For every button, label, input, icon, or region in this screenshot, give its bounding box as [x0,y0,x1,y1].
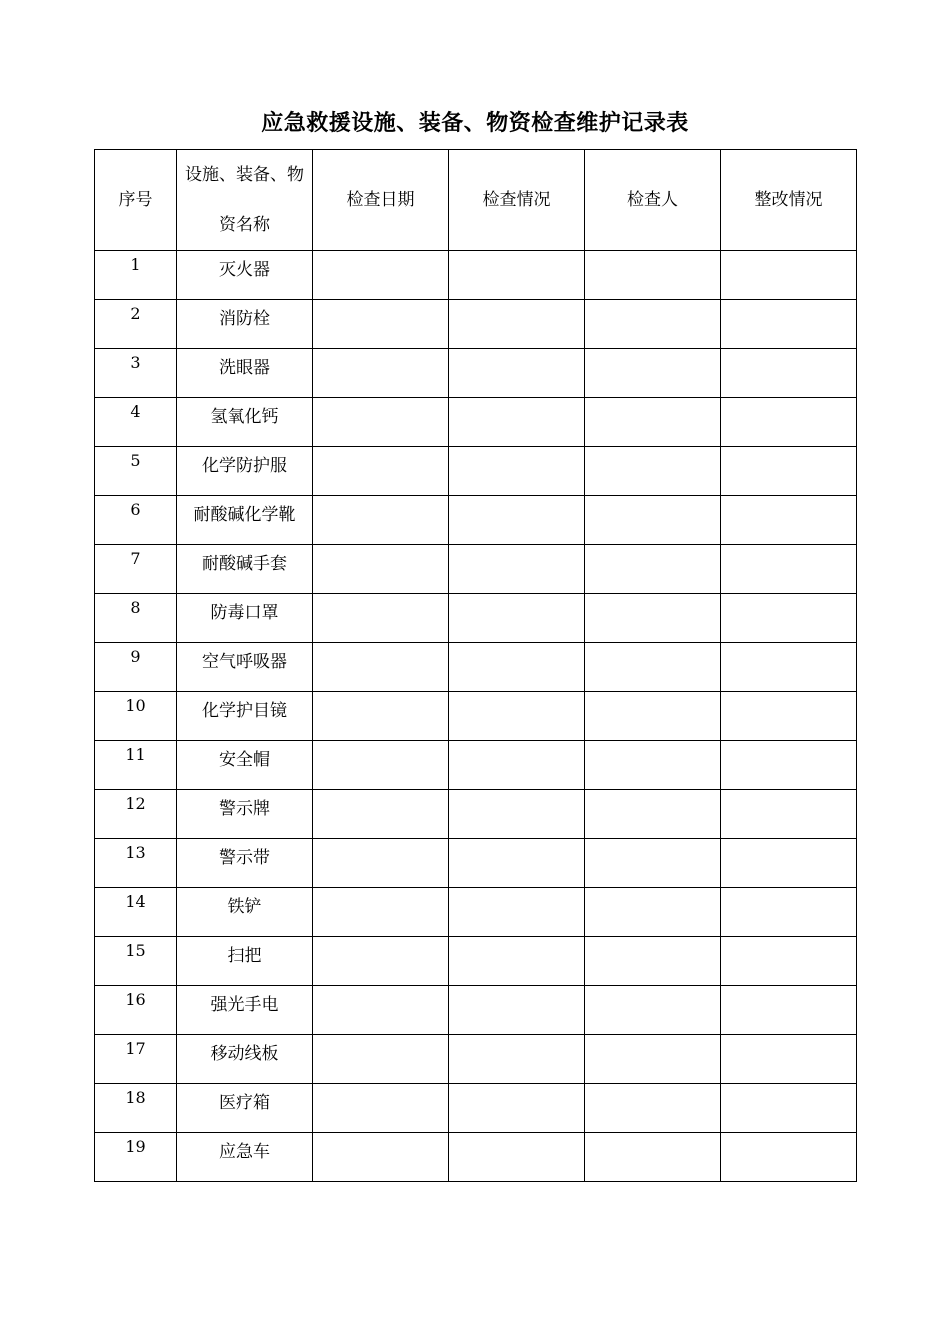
header-inspector: 检查人 [585,150,721,251]
row-item-name: 铁铲 [177,888,313,937]
inspector-cell[interactable] [585,1035,721,1084]
row-serial-number: 3 [95,349,177,398]
row-serial-number: 18 [95,1084,177,1133]
inspection-status-cell[interactable] [449,986,585,1035]
row-item-name: 强光手电 [177,986,313,1035]
page-title: 应急救援设施、装备、物资检查维护记录表 [261,111,689,136]
table-row [95,545,857,594]
inspection-date-cell[interactable] [313,447,449,496]
header-inspection-date: 检查日期 [313,150,449,251]
row-item-name: 化学护目镜 [177,692,313,741]
row-serial-number: 19 [95,1133,177,1182]
inspection-date-cell[interactable] [313,1133,449,1182]
table-row [95,692,857,741]
row-serial-number: 16 [95,986,177,1035]
inspection-status-cell[interactable] [449,251,585,300]
inspector-cell[interactable] [585,251,721,300]
table-row [95,741,857,790]
rectification-status-cell[interactable] [721,496,857,545]
inspector-cell[interactable] [585,937,721,986]
table-row [95,447,857,496]
inspection-status-cell[interactable] [449,643,585,692]
inspector-cell[interactable] [585,1133,721,1182]
inspection-status-cell[interactable] [449,1084,585,1133]
row-item-name: 防毒口罩 [177,594,313,643]
inspection-date-cell[interactable] [313,300,449,349]
table-row [95,349,857,398]
rectification-status-cell[interactable] [721,251,857,300]
table-header [95,150,857,251]
row-item-name: 灭火器 [177,251,313,300]
table-row [95,986,857,1035]
table-row [95,300,857,349]
row-item-name: 耐酸碱化学靴 [177,496,313,545]
rectification-status-cell[interactable] [721,986,857,1035]
row-serial-number: 11 [95,741,177,790]
row-item-name: 安全帽 [177,741,313,790]
table-body [95,251,857,1182]
inspection-date-cell[interactable] [313,545,449,594]
header-row [95,150,857,251]
inspection-status-cell[interactable] [449,1035,585,1084]
inspector-cell[interactable] [585,888,721,937]
table-row [95,398,857,447]
rectification-status-cell[interactable] [721,1084,857,1133]
inspector-cell[interactable] [585,349,721,398]
table-row [95,1084,857,1133]
row-serial-number: 4 [95,398,177,447]
inspector-cell[interactable] [585,643,721,692]
inspector-cell[interactable] [585,839,721,888]
inspection-date-cell[interactable] [313,888,449,937]
inspector-cell[interactable] [585,496,721,545]
row-item-name: 医疗箱 [177,1084,313,1133]
table-row [95,888,857,937]
header-serial-number: 序号 [95,150,177,251]
row-item-name: 洗眼器 [177,349,313,398]
row-item-name: 化学防护服 [177,447,313,496]
inspection-date-cell[interactable] [313,692,449,741]
inspection-status-cell[interactable] [449,447,585,496]
inspector-cell[interactable] [585,447,721,496]
rectification-status-cell[interactable] [721,398,857,447]
inspection-status-cell[interactable] [449,741,585,790]
table-row [95,1035,857,1084]
rectification-status-cell[interactable] [721,594,857,643]
rectification-status-cell[interactable] [721,349,857,398]
table-row [95,839,857,888]
inspection-date-cell[interactable] [313,496,449,545]
row-serial-number: 7 [95,545,177,594]
inspection-date-cell[interactable] [313,1035,449,1084]
table-row [95,594,857,643]
inspector-cell[interactable] [585,986,721,1035]
row-serial-number: 14 [95,888,177,937]
table-row [95,1133,857,1182]
table-row [95,643,857,692]
row-item-name: 消防栓 [177,300,313,349]
row-serial-number: 12 [95,790,177,839]
rectification-status-cell[interactable] [721,300,857,349]
inspection-date-cell[interactable] [313,1084,449,1133]
inspection-status-cell[interactable] [449,839,585,888]
inspection-status-cell[interactable] [449,496,585,545]
rectification-status-cell[interactable] [721,692,857,741]
row-serial-number: 13 [95,839,177,888]
inspection-status-cell[interactable] [449,790,585,839]
header-rectification-status: 整改情况 [721,150,857,251]
inspection-date-cell[interactable] [313,349,449,398]
inspection-date-cell[interactable] [313,594,449,643]
inspection-status-cell[interactable] [449,300,585,349]
rectification-status-cell[interactable] [721,1035,857,1084]
inspection-record-table [94,149,857,1182]
row-serial-number: 6 [95,496,177,545]
rectification-status-cell[interactable] [721,937,857,986]
inspection-date-cell[interactable] [313,643,449,692]
rectification-status-cell[interactable] [721,888,857,937]
table-row [95,496,857,545]
row-serial-number: 1 [95,251,177,300]
inspection-status-cell[interactable] [449,692,585,741]
row-item-name: 空气呼吸器 [177,643,313,692]
inspector-cell[interactable] [585,300,721,349]
inspection-date-cell[interactable] [313,741,449,790]
inspection-date-cell[interactable] [313,398,449,447]
inspection-status-cell[interactable] [449,545,585,594]
inspection-status-cell[interactable] [449,594,585,643]
inspection-status-cell[interactable] [449,937,585,986]
inspection-date-cell[interactable] [313,790,449,839]
inspection-status-cell[interactable] [449,888,585,937]
inspection-date-cell[interactable] [313,251,449,300]
table-row [95,251,857,300]
inspection-status-cell[interactable] [449,349,585,398]
row-item-name: 警示带 [177,839,313,888]
inspection-date-cell[interactable] [313,839,449,888]
inspection-date-cell[interactable] [313,986,449,1035]
rectification-status-cell[interactable] [721,643,857,692]
row-serial-number: 15 [95,937,177,986]
inspector-cell[interactable] [585,545,721,594]
row-serial-number: 10 [95,692,177,741]
row-serial-number: 8 [95,594,177,643]
rectification-status-cell[interactable] [721,447,857,496]
inspector-cell[interactable] [585,398,721,447]
table-row [95,937,857,986]
inspection-status-cell[interactable] [449,1133,585,1182]
rectification-status-cell[interactable] [721,1133,857,1182]
table-row [95,790,857,839]
header-item-name: 设施、装备、物资名称 [177,150,313,251]
row-serial-number: 2 [95,300,177,349]
inspection-status-cell[interactable] [449,398,585,447]
row-item-name: 警示牌 [177,790,313,839]
row-item-name: 移动线板 [177,1035,313,1084]
rectification-status-cell[interactable] [721,839,857,888]
row-serial-number: 17 [95,1035,177,1084]
rectification-status-cell[interactable] [721,545,857,594]
header-inspection-status: 检查情况 [449,150,585,251]
inspector-cell[interactable] [585,1084,721,1133]
row-serial-number: 9 [95,643,177,692]
inspector-cell[interactable] [585,741,721,790]
row-item-name: 应急车 [177,1133,313,1182]
rectification-status-cell[interactable] [721,790,857,839]
row-item-name: 扫把 [177,937,313,986]
rectification-status-cell[interactable] [721,741,857,790]
inspector-cell[interactable] [585,692,721,741]
row-serial-number: 5 [95,447,177,496]
row-item-name: 耐酸碱手套 [177,545,313,594]
inspector-cell[interactable] [585,594,721,643]
row-item-name: 氢氧化钙 [177,398,313,447]
inspector-cell[interactable] [585,790,721,839]
inspection-date-cell[interactable] [313,937,449,986]
